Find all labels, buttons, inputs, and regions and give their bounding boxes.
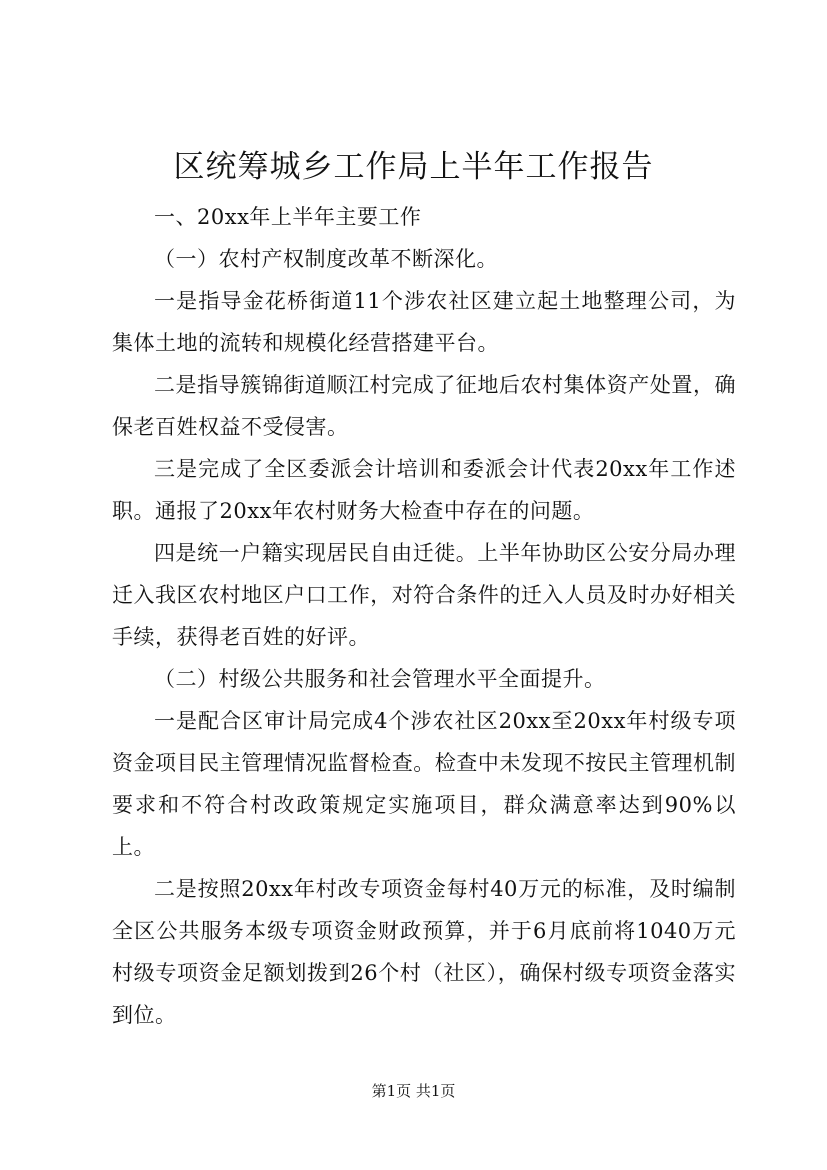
document-title: 区统筹城乡工作局上半年工作报告 bbox=[173, 149, 654, 185]
paragraph: 一是指导金花桥街道11个涉农社区建立起土地整理公司，为集体土地的流转和规模化经营搭建平台。 bbox=[112, 289, 736, 355]
paragraph: 一是配合区审计局完成4个涉农社区20xx至20xx年村级专项资金项目民主管理情况监督检查。检查中未发现不按民主管理机制要求和不符合村改政策规定实施项目，群众满意率达到90%以上。 bbox=[112, 709, 736, 859]
paragraph: 三是完成了全区委派会计培训和委派会计代表20xx年工作述职。通报了20xx年农村财务大检查中存在的问题。 bbox=[112, 457, 736, 523]
paragraph: 二是按照20xx年村改专项资金每村40万元的标准，及时编制全区公共服务本级专项资金财政预算，并于6月底前将1040万元村级专项资金足额划拨到26个村（社区），确保村级专项资金落实到位。 bbox=[112, 877, 736, 1027]
subsection-heading-2: （二）村级公共服务和社会管理水平全面提升。 bbox=[154, 667, 606, 691]
paragraph: 二是指导簇锦街道顺江村完成了征地后农村集体资产处置，确保老百姓权益不受侵害。 bbox=[112, 373, 736, 439]
section-heading-1: 一、20xx年上半年主要工作 bbox=[154, 205, 422, 229]
subsection-heading-1: （一）农村产权制度改革不断深化。 bbox=[154, 247, 498, 271]
paragraph: 四是统一户籍实现居民自由迁徙。上半年协助区公安分局办理迁入我区农村地区户口工作，对符合条件的迁入人员及时办好相关手续，获得老百姓的好评。 bbox=[112, 541, 736, 649]
page-footer: 第1页 共1页 bbox=[371, 1082, 456, 1100]
document-body bbox=[112, 196, 736, 1036]
